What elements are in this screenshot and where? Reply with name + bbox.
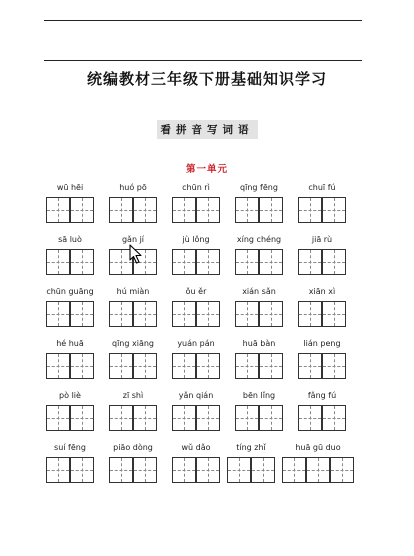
character-box[interactable] (109, 405, 133, 431)
pinyin-label: huó pō (119, 183, 147, 192)
pinyin-label: jiā rù (311, 235, 333, 244)
pinyin-label: gǎn jí (121, 235, 145, 244)
character-box[interactable] (172, 197, 196, 223)
unit-label: 第一单元 (185, 164, 228, 175)
pinyin-label: piāo dòng (113, 443, 153, 452)
character-box[interactable] (133, 457, 157, 483)
character-box[interactable] (70, 353, 94, 379)
pinyin-label: huā bàn (242, 339, 276, 348)
character-box[interactable] (227, 457, 251, 483)
pinyin-label: qīng xiāng (112, 339, 154, 348)
pinyin-label: xíng chéng (236, 235, 282, 244)
pinyin-label: lián peng (303, 339, 341, 348)
pinyin-label: sā luò (58, 235, 82, 244)
character-box[interactable] (322, 249, 346, 275)
character-box[interactable] (196, 197, 220, 223)
section-heading (0, 118, 414, 139)
pinyin-label: bēn lǐng (242, 391, 276, 400)
character-box[interactable] (109, 197, 133, 223)
character-box[interactable] (46, 197, 70, 223)
character-box[interactable] (235, 353, 259, 379)
character-box[interactable] (70, 457, 94, 483)
character-box[interactable] (235, 405, 259, 431)
character-box[interactable] (196, 301, 220, 327)
pinyin-label: ǒu ěr (185, 287, 207, 296)
character-box[interactable] (330, 457, 354, 483)
character-box[interactable] (172, 353, 196, 379)
pinyin-label: chūn guāng (46, 287, 94, 296)
character-box[interactable] (70, 197, 94, 223)
character-box[interactable] (259, 405, 283, 431)
character-box[interactable] (70, 301, 94, 327)
character-box[interactable] (109, 457, 133, 483)
character-box[interactable] (109, 301, 133, 327)
character-box[interactable] (298, 301, 322, 327)
pinyin-label: qīng fēng (240, 183, 278, 192)
pinyin-label: xián sǎn (242, 287, 276, 296)
character-box[interactable] (235, 301, 259, 327)
pinyin-label: suí fēng (54, 443, 86, 452)
character-box[interactable] (259, 249, 283, 275)
top-rule (44, 20, 362, 21)
character-box[interactable] (298, 197, 322, 223)
pinyin-label: chūn rì (182, 183, 210, 192)
title-rule (44, 60, 362, 61)
character-box[interactable] (133, 353, 157, 379)
character-box[interactable] (172, 301, 196, 327)
character-box[interactable] (298, 353, 322, 379)
character-box[interactable] (259, 301, 283, 327)
character-box[interactable] (109, 353, 133, 379)
character-box[interactable] (172, 457, 196, 483)
character-box[interactable] (172, 249, 196, 275)
character-box[interactable] (46, 353, 70, 379)
character-box[interactable] (70, 405, 94, 431)
pinyin-label: fǎng fú (307, 391, 337, 400)
character-box[interactable] (235, 197, 259, 223)
character-box[interactable] (46, 405, 70, 431)
character-box[interactable] (46, 249, 70, 275)
pinyin-label: xiān xì (308, 287, 336, 296)
character-box[interactable] (322, 197, 346, 223)
character-box[interactable] (172, 405, 196, 431)
character-box[interactable] (235, 249, 259, 275)
character-box[interactable] (259, 353, 283, 379)
character-box[interactable] (133, 197, 157, 223)
pinyin-label: chuī fú (308, 183, 336, 192)
character-box[interactable] (298, 405, 322, 431)
pinyin-label: yǎn qián (178, 391, 214, 400)
character-box[interactable] (46, 301, 70, 327)
character-box[interactable] (196, 457, 220, 483)
character-box[interactable] (70, 249, 94, 275)
pinyin-label: tíng zhǐ (236, 443, 266, 452)
character-box[interactable] (46, 457, 70, 483)
character-box[interactable] (251, 457, 275, 483)
pinyin-label: hé huā (56, 339, 84, 348)
pinyin-label: huā gū duo (295, 443, 341, 452)
character-box[interactable] (306, 457, 330, 483)
pinyin-label: zī shì (122, 391, 144, 400)
pinyin-label: jù lǒng (182, 235, 210, 244)
character-box[interactable] (322, 405, 346, 431)
page-title: 统编教材三年级下册基础知识学习 (86, 70, 327, 88)
character-box[interactable] (133, 405, 157, 431)
mouse-pointer-icon (129, 244, 143, 264)
character-box[interactable] (322, 301, 346, 327)
character-box[interactable] (196, 353, 220, 379)
character-box[interactable] (196, 249, 220, 275)
character-box[interactable] (259, 197, 283, 223)
pinyin-label: wū hēi (56, 183, 84, 192)
pinyin-label: wǔ dǎo (181, 443, 211, 452)
section-heading-label: 看拼音写词语 (157, 120, 258, 139)
character-box[interactable] (322, 353, 346, 379)
character-box[interactable] (298, 249, 322, 275)
character-box[interactable] (196, 405, 220, 431)
pinyin-label: pò liè (59, 391, 81, 400)
character-box[interactable] (133, 301, 157, 327)
character-box[interactable] (282, 457, 306, 483)
pinyin-label: yuán pán (177, 339, 215, 348)
pinyin-label: hú miàn (116, 287, 150, 296)
